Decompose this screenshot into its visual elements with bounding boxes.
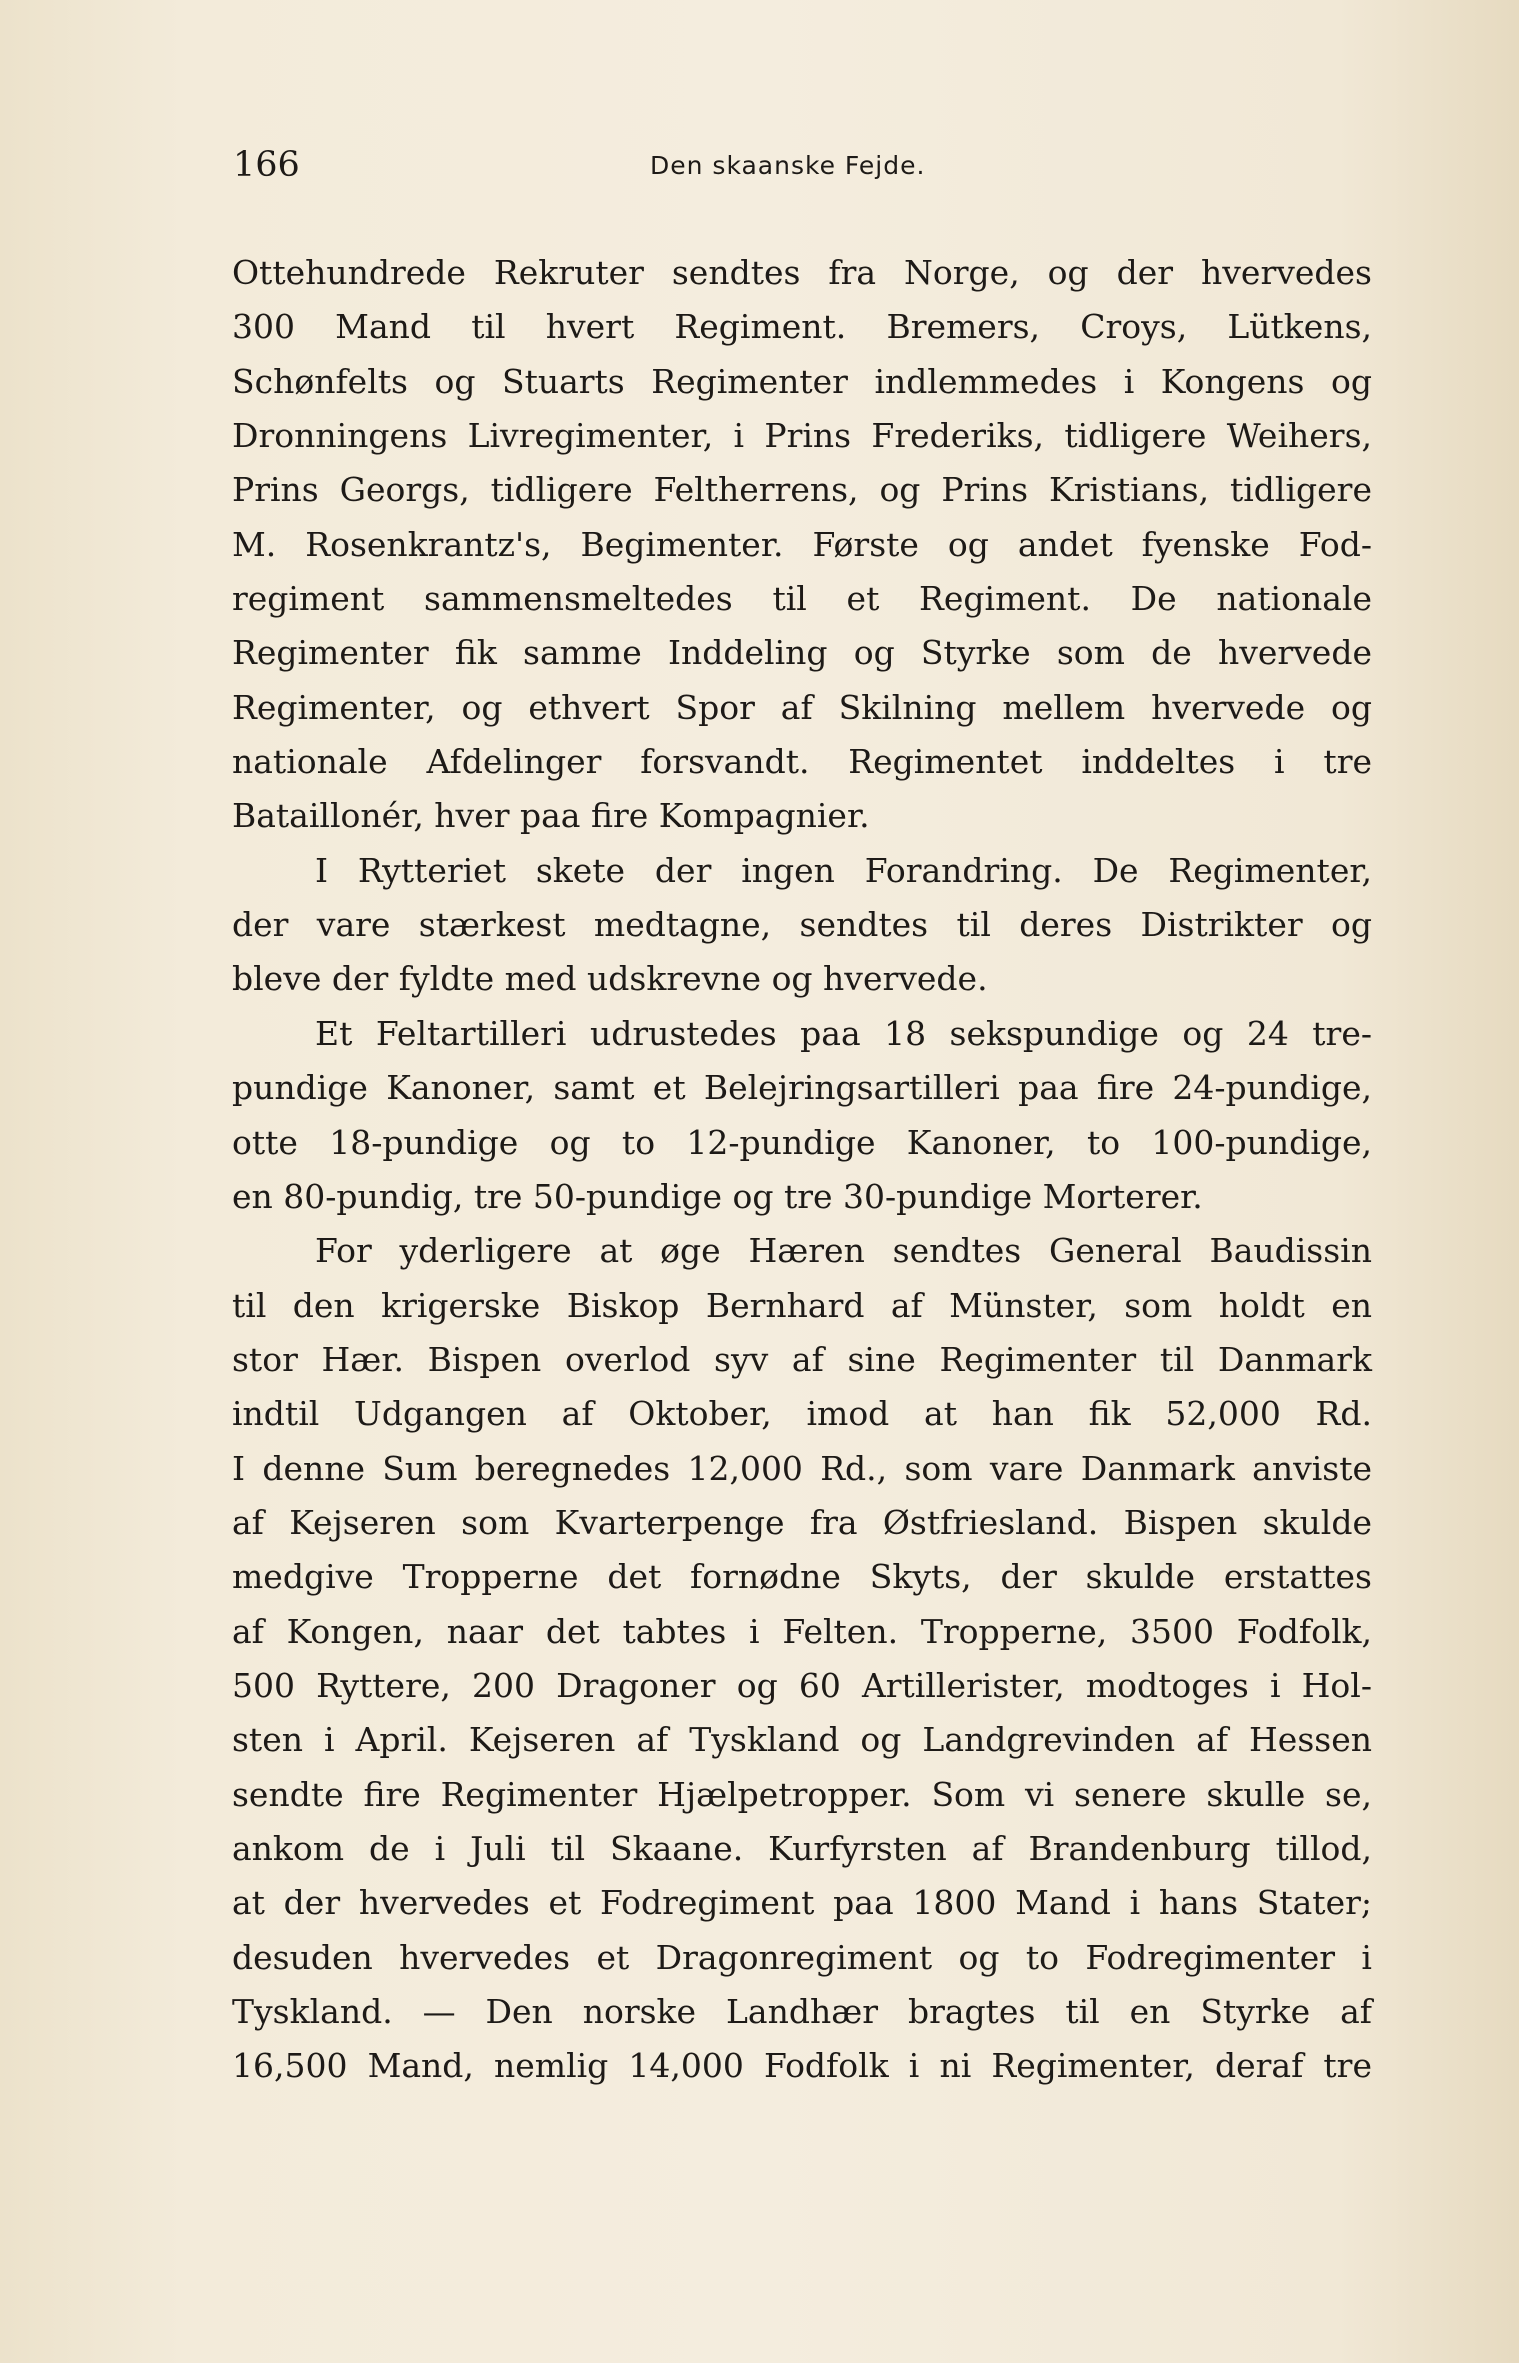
text-line: Et Feltartilleri udrustedes paa 18 sekspundige og 24 tre- (315, 1013, 1372, 1053)
text-line: For yderligere at øge Hæren sendtes General Baudissin (315, 1231, 1372, 1271)
text-line: 300 Mand til hvert Regiment. Bremers, Croys, Lütkens, (232, 307, 1372, 347)
text-line: af Kongen, naar det tabtes i Felten. Tropperne, 3500 Fodfolk, (232, 1611, 1372, 1651)
text-line: ankom de i Juli til Skaane. Kurfyrsten af Brandenburg tillod, (232, 1828, 1372, 1868)
text-line: medgive Tropperne det fornødne Skyts, der skulde erstattes (232, 1557, 1372, 1597)
text-line: til den krigerske Biskop Bernhard af Münster, som holdt en (232, 1285, 1372, 1325)
text-line: bleve der fyldte med udskrevne og hvervede. (232, 959, 988, 999)
text-line: Schønfelts og Stuarts Regimenter indlemmedes i Kongens og (232, 361, 1372, 401)
text-line: indtil Udgangen af Oktober, imod at han fik 52,000 Rd. (232, 1394, 1372, 1434)
text-line: Regimenter fik samme Inddeling og Styrke som de hvervede (232, 633, 1372, 673)
text-line: otte 18-pundige og to 12-pundige Kanoner, to 100-pundige, (232, 1122, 1372, 1162)
text-line: I denne Sum beregnedes 12,000 Rd., som vare Danmark anviste (232, 1448, 1372, 1488)
text-line: desuden hvervedes et Dragonregiment og to Fodregimenter i (232, 1937, 1372, 1977)
text-line: 500 Ryttere, 200 Dragoner og 60 Artillerister, modtoges i Hol- (232, 1665, 1372, 1705)
page-number: 166 (233, 145, 300, 185)
text-line: Dronningens Livregimenter, i Prins Frederiks, tidligere Weihers, (232, 416, 1372, 456)
text-line: Tyskland. — Den norske Landhær bragtes til en Styrke af (232, 1992, 1372, 2031)
text-line: der vare stærkest medtagne, sendtes til deres Distrikter og (232, 905, 1372, 945)
text-line: M. Rosenkrantz's, Begimenter. Første og andet fyenske Fod- (232, 524, 1372, 564)
text-line: pundige Kanoner, samt et Belejringsartilleri paa fire 24-pundige, (232, 1068, 1372, 1108)
text-line: regiment sammensmeltedes til et Regiment. De nationale (232, 579, 1372, 619)
text-line: I Rytteriet skete der ingen Forandring. De Regimenter, (315, 850, 1372, 890)
text-line: sendte fire Regimenter Hjælpetropper. Som vi senere skulle se, (232, 1774, 1372, 1814)
text-line: at der hvervedes et Fodregiment paa 1800 Mand i hans Stater; (232, 1883, 1372, 1923)
text-line: nationale Afdelinger forsvandt. Regimentet inddeltes i tre (232, 742, 1372, 782)
text-line: stor Hær. Bispen overlod syv af sine Regimenter til Danmark (232, 1339, 1372, 1379)
running-title: Den skaanske Fejde. (650, 151, 926, 180)
text-line: Ottehundrede Rekruter sendtes fra Norge, og der hvervedes (232, 253, 1372, 292)
text-line: Prins Georgs, tidligere Feltherrens, og Prins Kristians, tidligere (232, 470, 1372, 510)
text-line: en 80-pundig, tre 50-pundige og tre 30-pundige Morterer. (232, 1176, 1203, 1216)
text-line: sten i April. Kejseren af Tyskland og Landgrevinden af Hessen (232, 1720, 1372, 1760)
text-line: Regimenter, og ethvert Spor af Skilning mellem hvervede og (232, 687, 1372, 727)
body-text (232, 246, 1372, 2094)
text-line: Bataillonér, hver paa fire Kompagnier. (232, 796, 870, 836)
text-line: af Kejseren som Kvarterpenge fra Østfriesland. Bispen skulde (232, 1502, 1372, 1542)
text-line: 16,500 Mand, nemlig 14,000 Fodfolk i ni Regimenter, deraf tre (232, 2046, 1372, 2086)
